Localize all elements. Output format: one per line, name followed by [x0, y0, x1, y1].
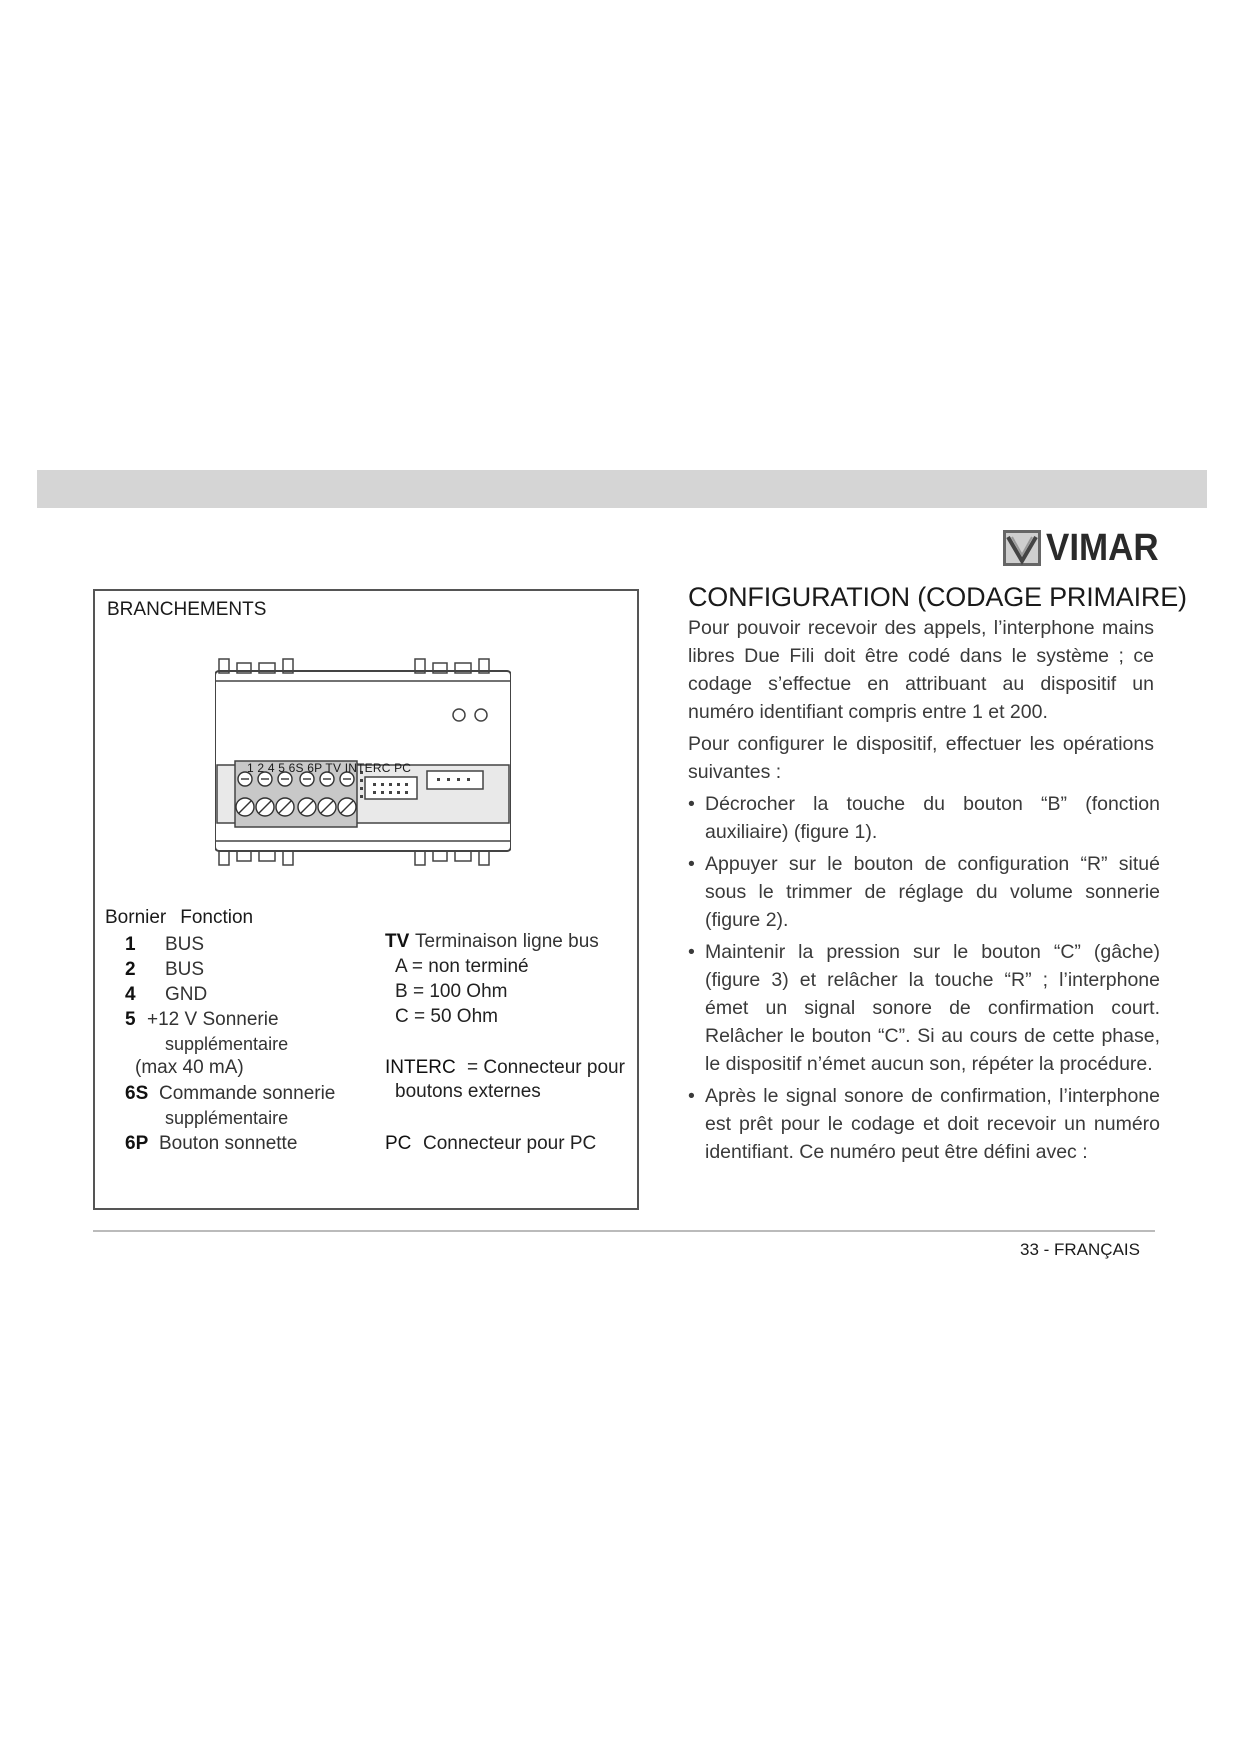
legend-row: 4: [125, 984, 136, 1005]
tv-option-a: A = non terminé: [395, 956, 529, 977]
legend-row-text: supplémentaire: [165, 1108, 289, 1128]
tv-key: TV: [385, 931, 410, 952]
legend-header: [105, 907, 253, 929]
bullet-icon: •: [688, 853, 695, 875]
list-item-text: Après le signal sonore de confirmation, l’interphone est prêt pour le codage et doit recevoir un numéro identifiant. Ce numéro peut être défini avec :: [705, 1085, 1160, 1163]
paragraph-intro: Pour pouvoir recevoir des appels, l’interphone mains libres Due Fili doit être codé dans le système ; ce codage s’effectue en attribuant au dispositif un numéro identifiant compris entre 1 et 200.: [688, 617, 1154, 723]
list-item-text: Appuyer sur le bouton de configuration “R” situé sous le trimmer de réglage du volume sonnerie (figure 2).: [705, 853, 1160, 931]
connections-panel: [93, 589, 639, 1210]
tv-option-c: C = 50 Ohm: [395, 1006, 498, 1027]
brand-name: VIMAR: [1046, 526, 1159, 569]
tv-text: Terminaison ligne bus: [415, 931, 599, 952]
legend-row: 2: [125, 959, 136, 980]
connections-title: BRANCHEMENTS: [107, 599, 267, 620]
terminal-labels: 1 2 4 5 6S 6P TV INTERC PC: [247, 761, 412, 775]
footer-divider: [93, 1230, 1155, 1232]
interc-key: INTERC: [385, 1057, 456, 1078]
interc-text: = Connecteur pour: [467, 1057, 625, 1078]
brand-logo: [1002, 528, 1168, 568]
legend-col-terminal: Bornier: [105, 907, 167, 928]
legend-row: 5: [125, 1009, 136, 1030]
legend-row: 6P: [125, 1133, 149, 1154]
bullet-icon: •: [688, 793, 695, 815]
legend-row-text: Bouton sonnette: [159, 1133, 298, 1154]
legend-col-function: Fonction: [180, 907, 254, 928]
legend-row-text: BUS: [165, 959, 205, 980]
header-band: [37, 470, 1207, 508]
section-title: CONFIGURATION (CODAGE PRIMAIRE): [688, 582, 1187, 612]
legend-row-text: supplémentaire: [165, 1034, 289, 1054]
legend-row: 1: [125, 934, 136, 955]
tv-option-b: B = 100 Ohm: [395, 981, 508, 1002]
legend-row-text: +12 V Sonnerie: [147, 1009, 279, 1030]
pc-text: Connecteur pour PC: [423, 1133, 597, 1154]
legend-row-text: GND: [165, 984, 208, 1005]
interc-text-2: boutons externes: [395, 1081, 541, 1102]
vimar-logo-icon: [1002, 529, 1042, 567]
pc-key: PC: [385, 1133, 412, 1154]
list-item-text: Maintenir la pression sur le bouton “C” (gâche) (figure 3) et relâcher la touche “R” ; l’interphone émet un signal sonore de confirmation court. Relâcher le bouton “C”. Si au cours de cette phase, le dispositif n’émet aucun son, répéter la procédure.: [705, 941, 1160, 1075]
legend-row-text: Commande sonnerie: [159, 1083, 336, 1104]
page-number: 33 - FRANÇAIS: [1020, 1240, 1140, 1259]
bullet-icon: •: [688, 941, 695, 963]
legend-row-text: (max 40 mA): [135, 1057, 244, 1078]
legend-row-text: BUS: [165, 934, 205, 955]
list-item-text: Décrocher la touche du bouton “B” (fonction auxiliaire) (figure 1).: [705, 793, 1160, 843]
paragraph-steps-intro: Pour configurer le dispositif, effectuer les opérations suivantes :: [688, 733, 1154, 783]
legend-row: 6S: [125, 1083, 149, 1104]
bullet-icon: •: [688, 1085, 695, 1107]
